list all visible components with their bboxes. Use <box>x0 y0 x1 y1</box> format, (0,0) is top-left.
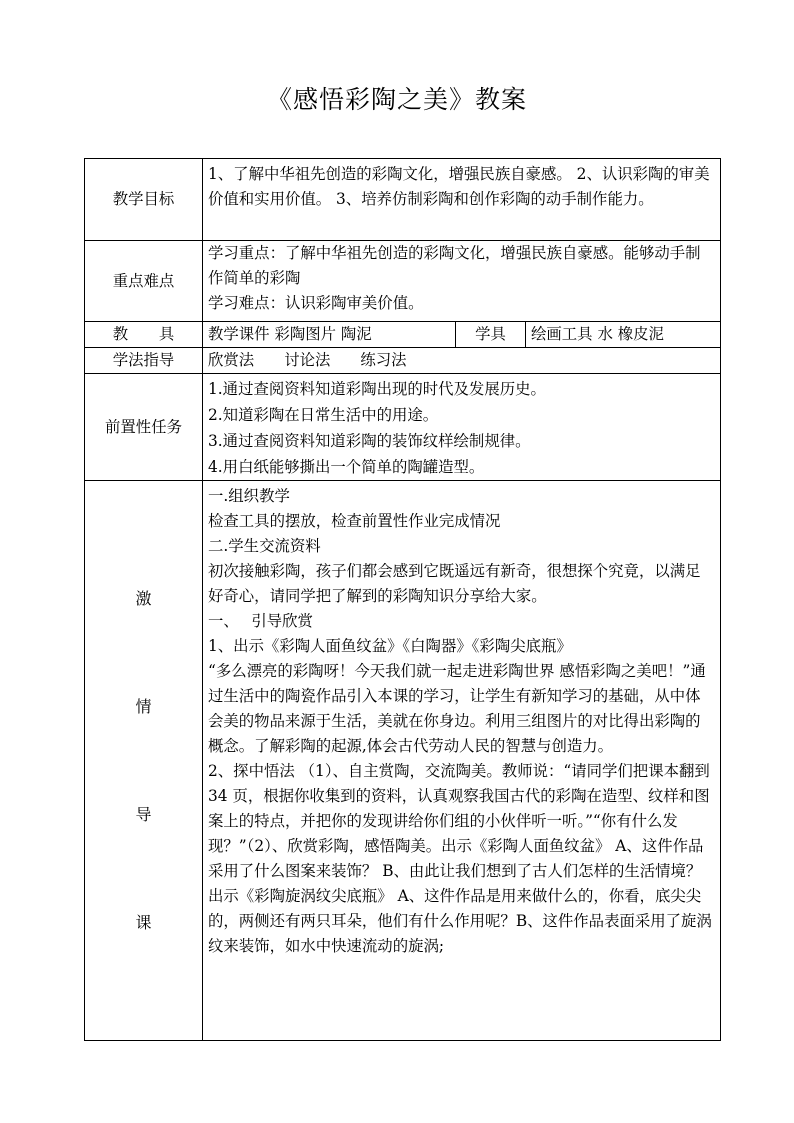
intro-line: 1、出示《彩陶人面鱼纹盆》《白陶器》《彩陶尖底瓶》 <box>208 637 572 655</box>
keypoints-label: 重点难点 <box>85 241 203 322</box>
intro-line: “多么漂亮的彩陶呀！今天我们就一起走进彩陶世界 感悟彩陶之美吧！”通过生活中的陶瓷作品引入本课的学习，让学生有新知学习的基础，从中体会美的物品来源于生活，美就在你身边。利用三组图片的对比得出彩陶的概念。了解彩陶的起源,体会古代劳动人民的智慧与创造力。 <box>208 662 706 755</box>
intro-line: 检查工具的摆放，检查前置性作业完成情况 <box>208 512 501 530</box>
goals-row <box>85 159 721 241</box>
methods-list <box>203 348 721 374</box>
lesson-plan-table <box>84 158 721 1041</box>
pretask-label: 前置性任务 <box>85 374 203 481</box>
intro-label <box>85 481 203 1041</box>
intro-line: 2、探中悟法 （1）、自主赏陶，交流陶美。教师说：“请同学们把课本翻到 34 页，根据你收集到的资料，认真观察我国古代的彩陶在造型、纹样和图案上的特点，并把你的发现讲给你们组的小伙伴听一听。”“你有什么发现？”（2）、欣赏彩陶，感悟陶美。出示《彩陶人面鱼纹盆》 A、这件作品采用了什么图案来装饰？ B、由此让我们想到了古人们怎样的生活情境？出示《彩陶旋涡纹尖底瓶》 A、这件作品是用来做什么的，你看，底尖尖的，两侧还有两只耳朵，他们有什么作用呢？B、这件作品表面采用了旋涡纹来装饰，如水中快速流动的旋涡; <box>208 762 712 955</box>
method-item: 练习法 <box>360 351 407 369</box>
intro-label-char: 课 <box>135 912 152 932</box>
pretask-item: 1.通过查阅资料知道彩陶出现的时代及发展历史。 <box>208 380 546 398</box>
intro-row <box>85 481 721 1041</box>
intro-label-char: 情 <box>135 696 152 716</box>
pretask-item: 4.用白纸能够撕出一个简单的陶罐造型。 <box>208 458 485 476</box>
goals-text: 1、了解中华祖先创造的彩陶文化，增强民族自豪感。 2、认识彩陶的审美价值和实用价值。 3、培养仿制彩陶和创作彩陶的动手制作能力。 <box>203 159 721 241</box>
method-item: 讨论法 <box>284 351 331 369</box>
keypoints-text <box>203 241 721 322</box>
keypoints-line-1: 学习重点：了解中华祖先创造的彩陶文化，增强民族自豪感。能够动手制作简单的彩陶 <box>208 244 701 287</box>
keypoints-line-2: 学习难点：认识彩陶审美价值。 <box>208 294 424 312</box>
pretask-row <box>85 374 721 481</box>
intro-label-char: 激 <box>135 588 152 608</box>
pretask-item: 3.通过查阅资料知道彩陶的装饰纹样绘制规律。 <box>208 432 531 450</box>
page-title: 《感悟彩陶之美》教案 <box>266 85 527 114</box>
goals-label: 教学目标 <box>85 159 203 241</box>
student-tools: 绘画工具 水 橡皮泥 <box>526 322 721 348</box>
tools-label: 教 具 <box>85 322 203 348</box>
keypoints-row <box>85 241 721 322</box>
teacher-tools: 教学课件 彩陶图片 陶泥 <box>203 322 456 348</box>
methods-label: 学法指导 <box>85 348 203 374</box>
method-item: 欣赏法 <box>208 351 255 369</box>
intro-content <box>203 481 721 1041</box>
tools-row <box>85 322 721 348</box>
intro-line: 一、 引导欣赏 <box>208 612 313 630</box>
pretask-list <box>203 374 721 481</box>
pretask-item: 2.知道彩陶在日常生活中的用途。 <box>208 406 439 424</box>
intro-line: 一.组织教学 <box>208 487 290 505</box>
methods-row <box>85 348 721 374</box>
student-tools-label: 学具 <box>456 322 526 348</box>
intro-line: 初次接触彩陶，孩子们都会感到它既遥远有新奇，很想探个究竟，以满足好奇心，请同学把了解到的彩陶知识分享给大家。 <box>208 562 701 605</box>
intro-line: 二.学生交流资料 <box>208 537 321 555</box>
intro-label-char: 导 <box>135 804 152 824</box>
